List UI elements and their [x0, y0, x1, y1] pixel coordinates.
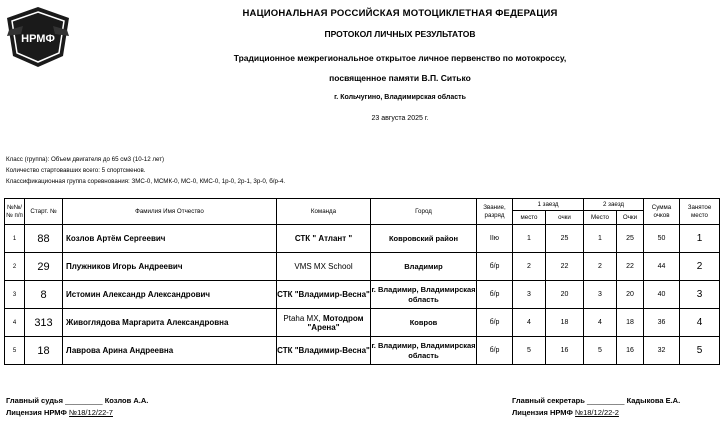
- cell-start: 8: [25, 281, 63, 309]
- cell-rank: б/р: [477, 253, 513, 281]
- cell-start: 88: [25, 225, 63, 253]
- cell-name: Лаврова Арина Андреевна: [63, 337, 277, 365]
- cell-h1-place: 4: [513, 309, 546, 337]
- event-title-line1: Традиционное межрегиональное открытое личное первенство по мотокроссу,: [233, 53, 567, 63]
- cell-h1-points: 20: [546, 281, 584, 309]
- cell-team: [277, 337, 371, 365]
- cell-h2-place: 5: [584, 337, 617, 365]
- team-text-bold: СТК "Владимир-Весна": [277, 346, 370, 355]
- cell-team: [277, 281, 371, 309]
- cell-team: [277, 309, 371, 337]
- cell-h2-place: 4: [584, 309, 617, 337]
- col-header-name: Фамилия Имя Отчество: [63, 199, 277, 225]
- col-header-h1-points: очки: [546, 211, 584, 225]
- chief-secretary-blank: _________: [586, 396, 625, 405]
- chief-secretary-label: Главный секретарь: [512, 396, 585, 405]
- chief-judge-label: Главный судья: [6, 396, 63, 405]
- cell-rank: IIю: [477, 225, 513, 253]
- col-header-start: Старт. №: [25, 199, 63, 225]
- col-header-rank: Звание, разряд: [477, 199, 513, 225]
- cell-h2-place: 3: [584, 281, 617, 309]
- chief-secretary-name: Кадыкова Е.А.: [626, 396, 681, 405]
- cell-city: Ковров: [371, 309, 477, 337]
- col-header-city: Город: [371, 199, 477, 225]
- cell-sum: 40: [644, 281, 680, 309]
- cell-final-place: 2: [680, 253, 720, 281]
- cell-team: [277, 225, 371, 253]
- team-text: Ptaha MX,: [283, 313, 323, 323]
- cell-name: Живоглядова Маргарита Александровна: [63, 309, 277, 337]
- chief-judge-license-number: №18/12/22-7: [69, 408, 113, 417]
- cell-name: Козлов Артём Сергеевич: [63, 225, 277, 253]
- cell-sum: 32: [644, 337, 680, 365]
- table-row: [5, 309, 720, 337]
- col-header-num: №№/№ п/п: [5, 199, 25, 225]
- cell-num: 3: [5, 281, 25, 309]
- chief-judge-license-label: Лицензия НРМФ: [6, 408, 67, 417]
- cell-city: г. Владимир, Владимирская область: [371, 281, 477, 309]
- class-info: Класс (группа): Объем двигателя до 65 см3 (10-12 лет): [6, 156, 165, 163]
- cell-num: 4: [5, 309, 25, 337]
- event-title-line2: посвященное памяти В.П. Ситько: [329, 73, 471, 83]
- team-text-bold: СТК "Владимир-Весна": [277, 290, 370, 299]
- cell-h1-points: 25: [546, 225, 584, 253]
- cell-h1-place: 3: [513, 281, 546, 309]
- federation-title: НАЦИОНАЛЬНАЯ РОССИЙСКАЯ МОТОЦИКЛЕТНАЯ ФЕДЕРАЦИЯ: [242, 8, 558, 19]
- cell-final-place: 5: [680, 337, 720, 365]
- cell-h1-place: 5: [513, 337, 546, 365]
- chief-secretary-license-number: №18/12/22-2: [575, 408, 619, 417]
- cell-sum: 44: [644, 253, 680, 281]
- col-header-h2-points: Очки: [617, 211, 644, 225]
- col-header-sum: Сумма очков: [644, 199, 680, 225]
- group-info: Классификационная группа соревнования: ЗМС-0, МСМК-0, МС-0, КМС-0, 1р-0, 2р-1, 3р-0, б/р-4.: [6, 178, 286, 185]
- cell-num: 5: [5, 337, 25, 365]
- protocol-title: ПРОТОКОЛ ЛИЧНЫХ РЕЗУЛЬТАТОВ: [324, 29, 476, 39]
- cell-num: 1: [5, 225, 25, 253]
- cell-city: Владимир: [371, 253, 477, 281]
- cell-h1-points: 22: [546, 253, 584, 281]
- table-row: [5, 337, 720, 365]
- cell-final-place: 1: [680, 225, 720, 253]
- team-text-bold: СТК " Атлант ": [294, 234, 353, 243]
- col-header-h2-place: Место: [584, 211, 617, 225]
- col-header-heat1: 1 заезд: [513, 199, 584, 211]
- cell-h2-place: 1: [584, 225, 617, 253]
- nrmf-logo: [3, 4, 73, 70]
- chief-judge-blank: _________: [65, 396, 103, 405]
- cell-start: 18: [25, 337, 63, 365]
- chief-secretary-signature: [512, 396, 680, 405]
- cell-num: 2: [5, 253, 25, 281]
- cell-h2-points: 20: [617, 281, 644, 309]
- chief-secretary-license: [512, 408, 619, 417]
- cell-h2-place: 2: [584, 253, 617, 281]
- cell-rank: б/р: [477, 281, 513, 309]
- cell-rank: б/р: [477, 309, 513, 337]
- chief-judge-license: [6, 408, 113, 417]
- cell-h1-points: 16: [546, 337, 584, 365]
- team-text-bold: Мотодром "Арена": [307, 313, 364, 332]
- col-header-final-place: Занятое место: [680, 199, 720, 225]
- cell-start: 313: [25, 309, 63, 337]
- cell-h1-place: 2: [513, 253, 546, 281]
- cell-city: Ковровский район: [371, 225, 477, 253]
- cell-rank: б/р: [477, 337, 513, 365]
- logo-text: НРМФ: [21, 33, 55, 45]
- cell-final-place: 4: [680, 309, 720, 337]
- cell-h2-points: 22: [617, 253, 644, 281]
- chief-judge-name: Козлов А.А.: [104, 396, 149, 405]
- chief-judge-signature: [6, 396, 148, 405]
- cell-sum: 50: [644, 225, 680, 253]
- cell-name: Плужников Игорь Андреевич: [63, 253, 277, 281]
- event-date: 23 августа 2025 г.: [371, 115, 429, 122]
- table-row: [5, 225, 720, 253]
- cell-city: г. Владимир, Владимирская область: [371, 337, 477, 365]
- results-table: [4, 198, 720, 365]
- col-header-heat2: 2 заезд: [584, 199, 644, 211]
- cell-final-place: 3: [680, 281, 720, 309]
- event-location: г. Кольчугино, Владимирская область: [334, 94, 466, 101]
- cell-h2-points: 16: [617, 337, 644, 365]
- cell-start: 29: [25, 253, 63, 281]
- cell-team: [277, 253, 371, 281]
- col-header-team: Команда: [277, 199, 371, 225]
- cell-h2-points: 25: [617, 225, 644, 253]
- starters-info: Количество стартовавших всего: 5 спортсменов.: [6, 167, 146, 174]
- table-row: [5, 253, 720, 281]
- team-text: VMS MX School: [294, 262, 353, 271]
- cell-h1-points: 18: [546, 309, 584, 337]
- table-row: [5, 281, 720, 309]
- cell-name: Истомин Александр Александрович: [63, 281, 277, 309]
- cell-h2-points: 18: [617, 309, 644, 337]
- cell-sum: 36: [644, 309, 680, 337]
- chief-secretary-license-label: Лицензия НРМФ: [512, 408, 573, 417]
- col-header-h1-place: место: [513, 211, 546, 225]
- cell-h1-place: 1: [513, 225, 546, 253]
